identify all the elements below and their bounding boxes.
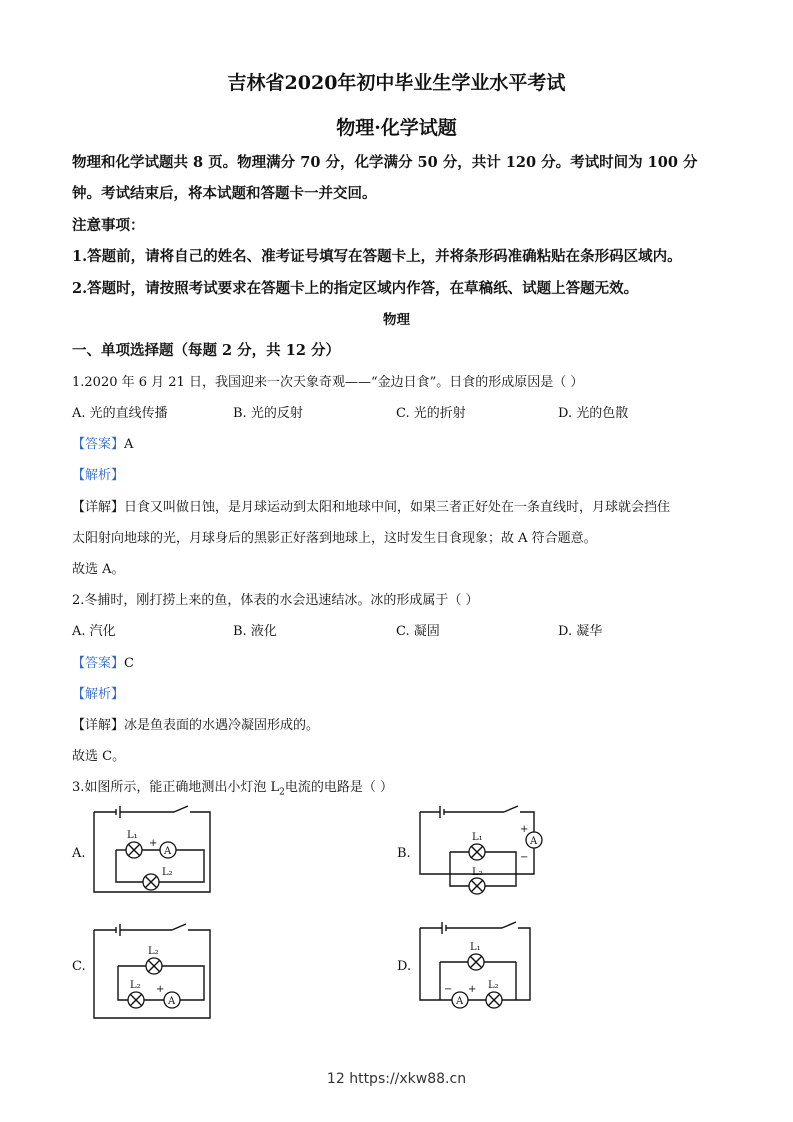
lamp-label: L₁ — [470, 942, 481, 953]
note-2: 2.答题时，请按照考试要求在答题卡上的指定区域内作答，在草稿纸、试题上答题无效。 — [72, 280, 639, 297]
circuit-diagram-d — [420, 916, 540, 1021]
stem-part-1: 3.如图所示，能正确地测出小灯泡 L — [72, 780, 280, 795]
detail-tag: 【详解】 — [72, 718, 125, 733]
q2-option-b: B. 液化 — [233, 624, 277, 639]
subject-heading: 物理 — [383, 312, 410, 328]
lamp-label: L₁ — [127, 830, 138, 841]
q3-option-a: A. — [72, 846, 86, 861]
q2-option-d: D. 凝华 — [558, 624, 603, 639]
section-heading: 一、单项选择题（每题 2 分，共 12 分） — [72, 342, 340, 359]
ammeter-label: A — [456, 996, 464, 1007]
plus-label: + — [520, 824, 529, 835]
q1-option-c: C. 光的折射 — [396, 406, 466, 421]
circuit-diagram-c — [94, 918, 214, 1023]
q3-option-c: C. — [72, 959, 86, 974]
ammeter-label: A — [530, 836, 538, 847]
q2-answer — [72, 652, 134, 671]
q2-detail-1 — [72, 714, 319, 733]
stem-subscript: 2 — [279, 787, 285, 798]
plus-label: + — [149, 838, 158, 849]
footer-url[interactable]: https://xkw88.cn — [349, 1071, 467, 1087]
notes-title: 注意事项： — [72, 217, 145, 234]
page-footer — [0, 1071, 793, 1087]
plus-label: + — [468, 984, 477, 995]
stem-part-2: 电流的电路是（ ） — [284, 780, 394, 795]
q1-detail-1 — [72, 496, 670, 515]
ammeter-label: A — [164, 846, 172, 857]
q2-analysis-tag: 【解析】 — [72, 687, 125, 702]
lamp-label: L₂ — [130, 980, 141, 991]
answer-tag: 【答案】 — [72, 656, 125, 671]
question-1-stem: 1.2020 年 6 月 21 日，我国迎来一次天象奇观——“金边日食”。日食的形成原因是（ ） — [72, 375, 584, 390]
lamp-label: L₁ — [472, 832, 483, 843]
q3-option-d: D. — [397, 959, 412, 974]
q1-answer — [72, 433, 133, 452]
circuit-diagram-b — [420, 802, 550, 902]
note-1: 1.答题前，请将自己的姓名、准考证号填写在答题卡上，并将条形码准确粘贴在条形码区域内。 — [72, 248, 682, 265]
q3-option-b: B. — [397, 846, 411, 861]
question-3-stem — [72, 776, 393, 798]
q2-option-a: A. 汽化 — [72, 624, 116, 639]
answer-tag: 【答案】 — [72, 437, 125, 452]
q2-option-c: C. 凝固 — [396, 624, 440, 639]
minus-label: − — [520, 852, 529, 863]
page-subtitle: 物理·化学试题 — [336, 117, 457, 139]
lamp-label: L₂ — [472, 867, 483, 878]
q1-option-a: A. 光的直线传播 — [72, 406, 168, 421]
q2-conclusion: 故选 C。 — [72, 749, 126, 764]
q1-analysis-tag: 【解析】 — [72, 468, 125, 483]
page-number: 12 — [326, 1071, 345, 1087]
intro-line-1: 物理和化学试题共 8 页。物理满分 70 分，化学满分 50 分，共计 120 分。考试时间为 100 分 — [72, 154, 698, 171]
intro-line-2: 钟。考试结束后，将本试题和答题卡一并交回。 — [72, 185, 377, 202]
minus-label: − — [444, 984, 453, 995]
detail-tag: 【详解】 — [72, 500, 125, 515]
lamp-label: L₂ — [162, 867, 173, 878]
q1-conclusion: 故选 A。 — [72, 562, 125, 577]
detail-text: 冰是鱼表面的水遇冷凝固形成的。 — [124, 718, 320, 733]
ammeter-label: A — [168, 996, 176, 1007]
circuit-diagram-a — [94, 802, 214, 902]
page-title: 吉林省2020年初中毕业生学业水平考试 — [227, 72, 566, 94]
plus-label: + — [156, 984, 165, 995]
answer-value: A — [124, 437, 134, 452]
lamp-label: L₂ — [488, 980, 499, 991]
answer-value: C — [124, 656, 134, 671]
q1-detail-2: 太阳射向地球的光，月球身后的黑影正好落到地球上，这时发生日食现象；故 A 符合题意。 — [72, 531, 597, 546]
q1-option-d: D. 光的色散 — [558, 406, 629, 421]
lamp-label: L₂ — [148, 946, 159, 957]
q1-option-b: B. 光的反射 — [233, 406, 303, 421]
question-2-stem: 2.冬捕时，刚打捞上来的鱼，体表的水会迅速结冰。冰的形成属于（ ） — [72, 593, 479, 608]
detail-text: 日食又叫做日蚀，是月球运动到太阳和地球中间，如果三者正好处在一条直线时，月球就会挡住 — [124, 500, 671, 515]
